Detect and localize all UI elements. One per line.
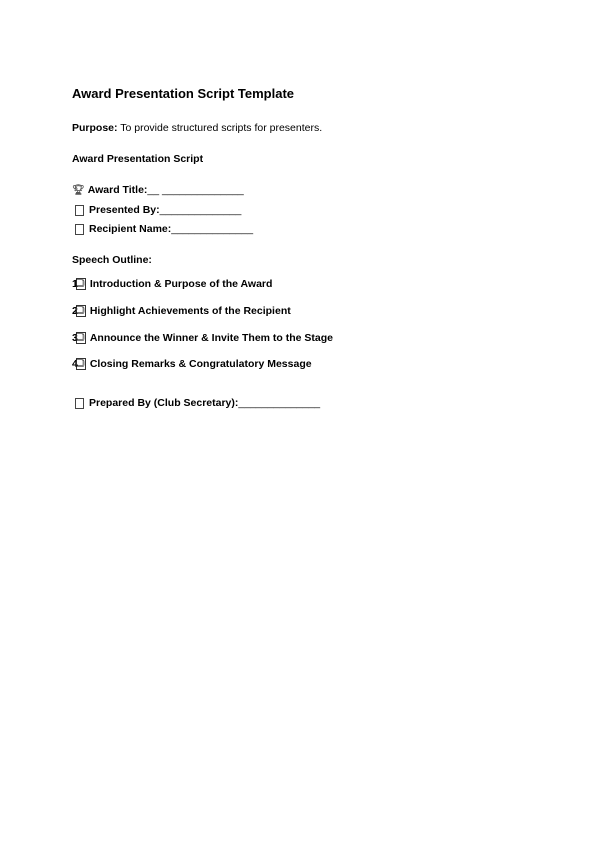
prepared-by-blank[interactable]: ______________: [238, 397, 321, 409]
missing-glyph-icon: [75, 224, 84, 235]
recipient-name-blank[interactable]: ______________: [171, 223, 254, 235]
presented-by-label: Presented By:: [89, 204, 160, 216]
outline-item: [72, 305, 291, 317]
trophy-icon: 🏆︎: [72, 184, 85, 196]
presented-by-field: [72, 204, 241, 216]
prepared-by-field: [72, 397, 320, 409]
document-title: Award Presentation Script Template: [72, 86, 295, 101]
outline-item-text: Announce the Winner & Invite Them to the Stage: [89, 332, 334, 344]
missing-glyph-icon: [75, 205, 84, 216]
outline-item-text: Highlight Achievements of the Recipient: [89, 305, 291, 317]
outline-item: [72, 332, 333, 344]
outline-item-text: Introduction & Purpose of the Award: [89, 278, 273, 290]
outline-heading: Speech Outline:: [72, 254, 152, 266]
prepared-by-label: Prepared By (Club Secretary):: [89, 397, 239, 409]
section-heading: Award Presentation Script: [72, 153, 204, 165]
purpose-text: To provide structured scripts for presenters.: [117, 122, 323, 134]
keycap-number-icon: 1: [72, 278, 86, 290]
outline-item: [72, 278, 272, 290]
keycap-number-icon: 2: [72, 305, 86, 317]
keycap-number-icon: 3: [72, 332, 86, 344]
presented-by-blank[interactable]: ______________: [159, 204, 242, 216]
purpose-label: Purpose:: [72, 122, 118, 134]
award-title-field: [72, 184, 244, 196]
recipient-name-field: [72, 223, 253, 235]
keycap-number-icon: 4: [72, 358, 86, 370]
recipient-name-label: Recipient Name:: [89, 223, 172, 235]
missing-glyph-icon: [75, 398, 84, 409]
purpose-line: [72, 122, 322, 134]
award-title-label: Award Title:: [87, 184, 148, 196]
outline-item: [72, 358, 312, 370]
outline-item-text: Closing Remarks & Congratulatory Message: [89, 358, 312, 370]
award-title-blank[interactable]: __ ______________: [147, 184, 244, 196]
